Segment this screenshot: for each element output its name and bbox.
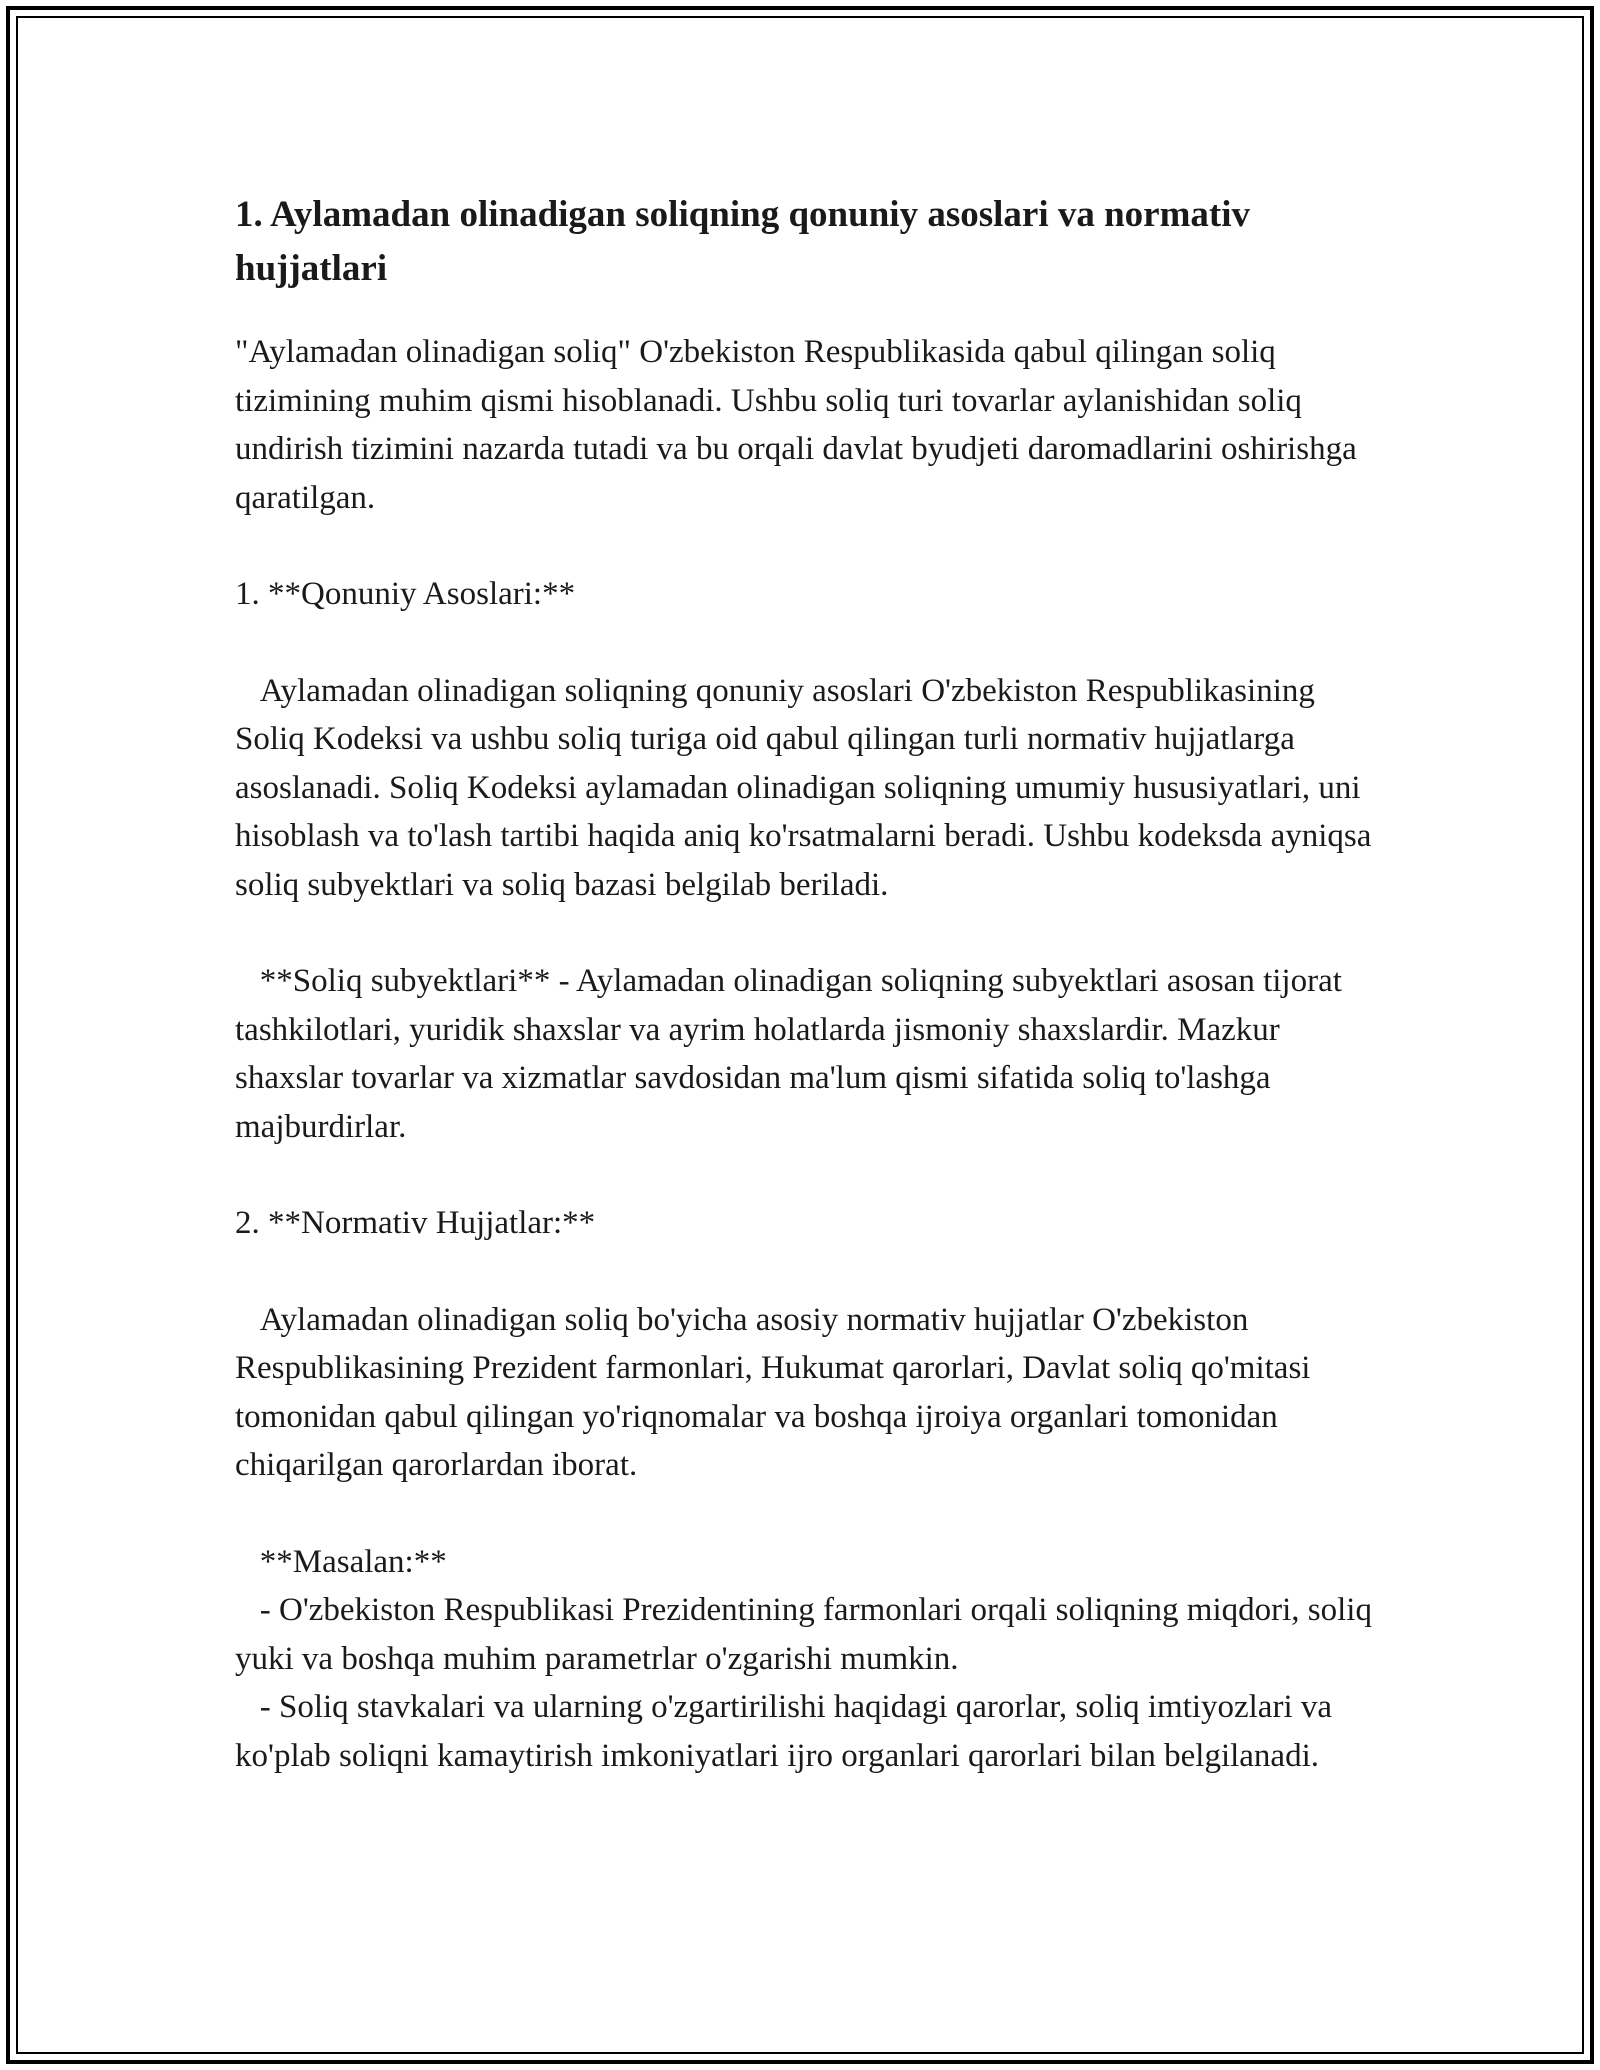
section2-paragraph-1: Aylamadan olinadigan soliq bo'yicha asosiy normativ hujjatlar O'zbekiston Respublikasining Prezident farmonlari, Hukumat qarorlari, Davlat soliq qo'mitasi tomonidan qabul qilingan yo'riqnomalar va boshqa ijroiya organlari tomonidan chiqarilgan qarorlardan iborat.: [235, 1301, 1319, 1483]
document-heading: 1. Aylamadan olinadigan soliqning qonuniy asoslari va normativ hujjatlari: [235, 194, 1251, 289]
intro-paragraph: "Aylamadan olinadigan soliq" O'zbekiston Respublikasida qabul qilingan soliq tizimining muhim qismi hisoblanadi. Ushbu soliq turi tovarlar aylanishidan soliq undirish tizimini nazarda tutadi va bu orqali davlat byudjeti daromadlarini oshirishga qaratilgan.: [235, 334, 1365, 516]
section1-paragraph-2: **Soliq subyektlari** - Aylamadan olinadigan soliqning subyektlari asosan tijorat tashkilotlari, yuridik shaxslar va ayrim holatlarda jismoniy shaxslardir. Mazkur shaxslar tovarlar va xizmatlar savdosidan ma'lum qismi sifatida soliq to'lashga majburdirlar.: [235, 963, 1351, 1145]
example-item-2: - Soliq stavkalari va ularning o'zgartirilishi haqidagi qarorlar, soliq imtiyozlari va ko'plab soliqni kamaytirish imkoniyatlari ijro organlari qarorlari bilan belgilanadi.: [235, 1689, 1341, 1774]
document-body: [235, 188, 1381, 1780]
example-item-1: - O'zbekiston Respublikasi Prezidentining farmonlari orqali soliqning miqdori, soliq yuki va boshqa muhim parametrlar o'zgarishi mumkin.: [235, 1592, 1381, 1677]
section1-paragraph-1: Aylamadan olinadigan soliqning qonuniy asoslari O'zbekiston Respublikasining Soliq Kodeksi va ushbu soliq turiga oid qabul qilingan turli normativ hujjatlarga asoslanadi. Soliq Kodeksi aylamadan olinadigan soliqning umumiy hususiyatlari, uni hisoblash va to'lash tartibi haqida aniq ko'rsatmalarni beradi. Ushbu kodeksda ayniqsa soliq subyektlari va soliq bazasi belgilab beriladi.: [235, 672, 1380, 903]
example-title: **Masalan:**: [235, 1543, 447, 1580]
section1-title: 1. **Qonuniy Asoslari:**: [235, 576, 576, 612]
section2-title: 2. **Normativ Hujjatlar:**: [235, 1205, 596, 1241]
